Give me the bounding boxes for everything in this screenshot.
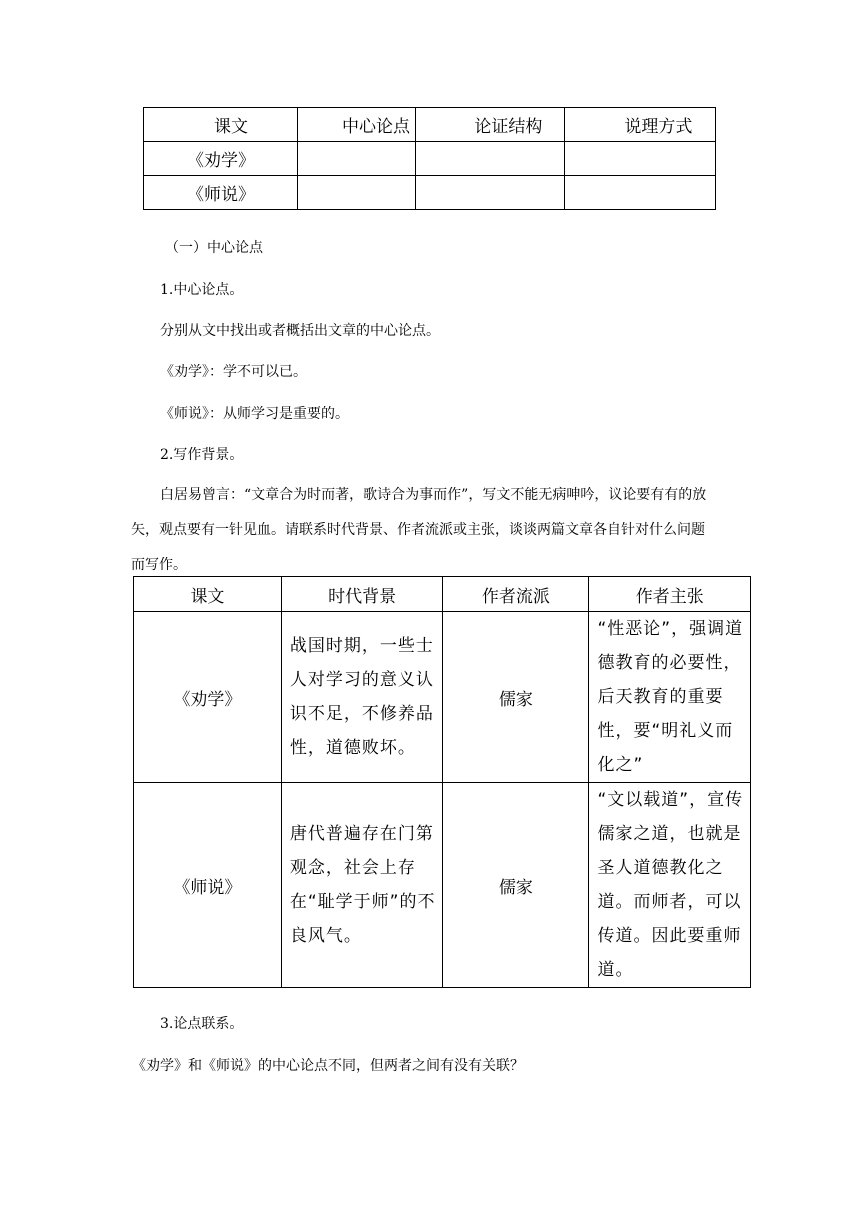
table-row bbox=[134, 612, 751, 783]
item-2-paragraph: 白居易曾言：“文章合为时而著，歌诗合为事而作”，写文不能无病呻吟，议论要有有的放矢，观点要有一针见血。请联系时代背景、作者流派或主张，谈谈两篇文章各自针对什么问题而写作。 bbox=[131, 487, 707, 573]
item-3-question: 《劝学》和《师说》的中心论点不同，但两者之间有没有关联？ bbox=[132, 1058, 524, 1074]
shishuo-thesis: 《师说》：从师学习是重要的。 bbox=[160, 406, 349, 422]
header-cell: 时代背景 bbox=[281, 577, 443, 612]
item-1-instruction: 分别从文中找出或者概括出文章的中心论点。 bbox=[160, 323, 440, 339]
header-cell: 论证结构 bbox=[416, 108, 565, 142]
table-cell bbox=[565, 142, 716, 176]
table-cell: 唐代普遍存在门第观念，社会上存在“耻学于师”的不良风气。 bbox=[281, 783, 443, 988]
background-table bbox=[133, 576, 751, 988]
table-row bbox=[144, 176, 716, 210]
header-cell: 作者主张 bbox=[589, 577, 751, 612]
item-1-title: 1.中心论点。 bbox=[160, 282, 244, 298]
table-cell: 《劝学》 bbox=[134, 612, 282, 783]
table-cell bbox=[298, 176, 416, 210]
table-row bbox=[144, 142, 716, 176]
section-heading: （一）中心论点 bbox=[165, 240, 263, 256]
table-cell: 儒家 bbox=[443, 612, 589, 783]
header-cell: 课文 bbox=[144, 108, 298, 142]
table-cell: 《劝学》 bbox=[144, 142, 298, 176]
table-cell: “性恶论”，强调道德教育的必要性，后天教育的重要性，要“明礼义而化之” bbox=[589, 612, 751, 783]
table-row bbox=[134, 783, 751, 988]
table-cell: 儒家 bbox=[443, 783, 589, 988]
table-cell: “文以载道”，宣传儒家之道，也就是圣人道德教化之道。而师者，可以传道。因此要重师道。 bbox=[589, 783, 751, 988]
header-cell: 课文 bbox=[134, 577, 282, 612]
item-3-title: 3.论点联系。 bbox=[160, 1016, 244, 1032]
header-cell: 作者流派 bbox=[443, 577, 589, 612]
quanxue-thesis: 《劝学》：学不可以已。 bbox=[160, 364, 307, 380]
table-cell: 《师说》 bbox=[134, 783, 282, 988]
table-cell bbox=[416, 142, 565, 176]
table-header-row bbox=[134, 577, 751, 612]
table-cell bbox=[298, 142, 416, 176]
summary-table bbox=[143, 107, 716, 210]
item-2-title: 2.写作背景。 bbox=[160, 447, 244, 463]
table-cell bbox=[565, 176, 716, 210]
table-header-row bbox=[144, 108, 716, 142]
header-cell: 说理方式 bbox=[565, 108, 716, 142]
table-cell bbox=[416, 176, 565, 210]
header-cell: 中心论点 bbox=[298, 108, 416, 142]
table-cell: 《师说》 bbox=[144, 176, 298, 210]
table-cell: 战国时期，一些士人对学习的意义认识不足，不修养品性，道德败坏。 bbox=[281, 612, 443, 783]
